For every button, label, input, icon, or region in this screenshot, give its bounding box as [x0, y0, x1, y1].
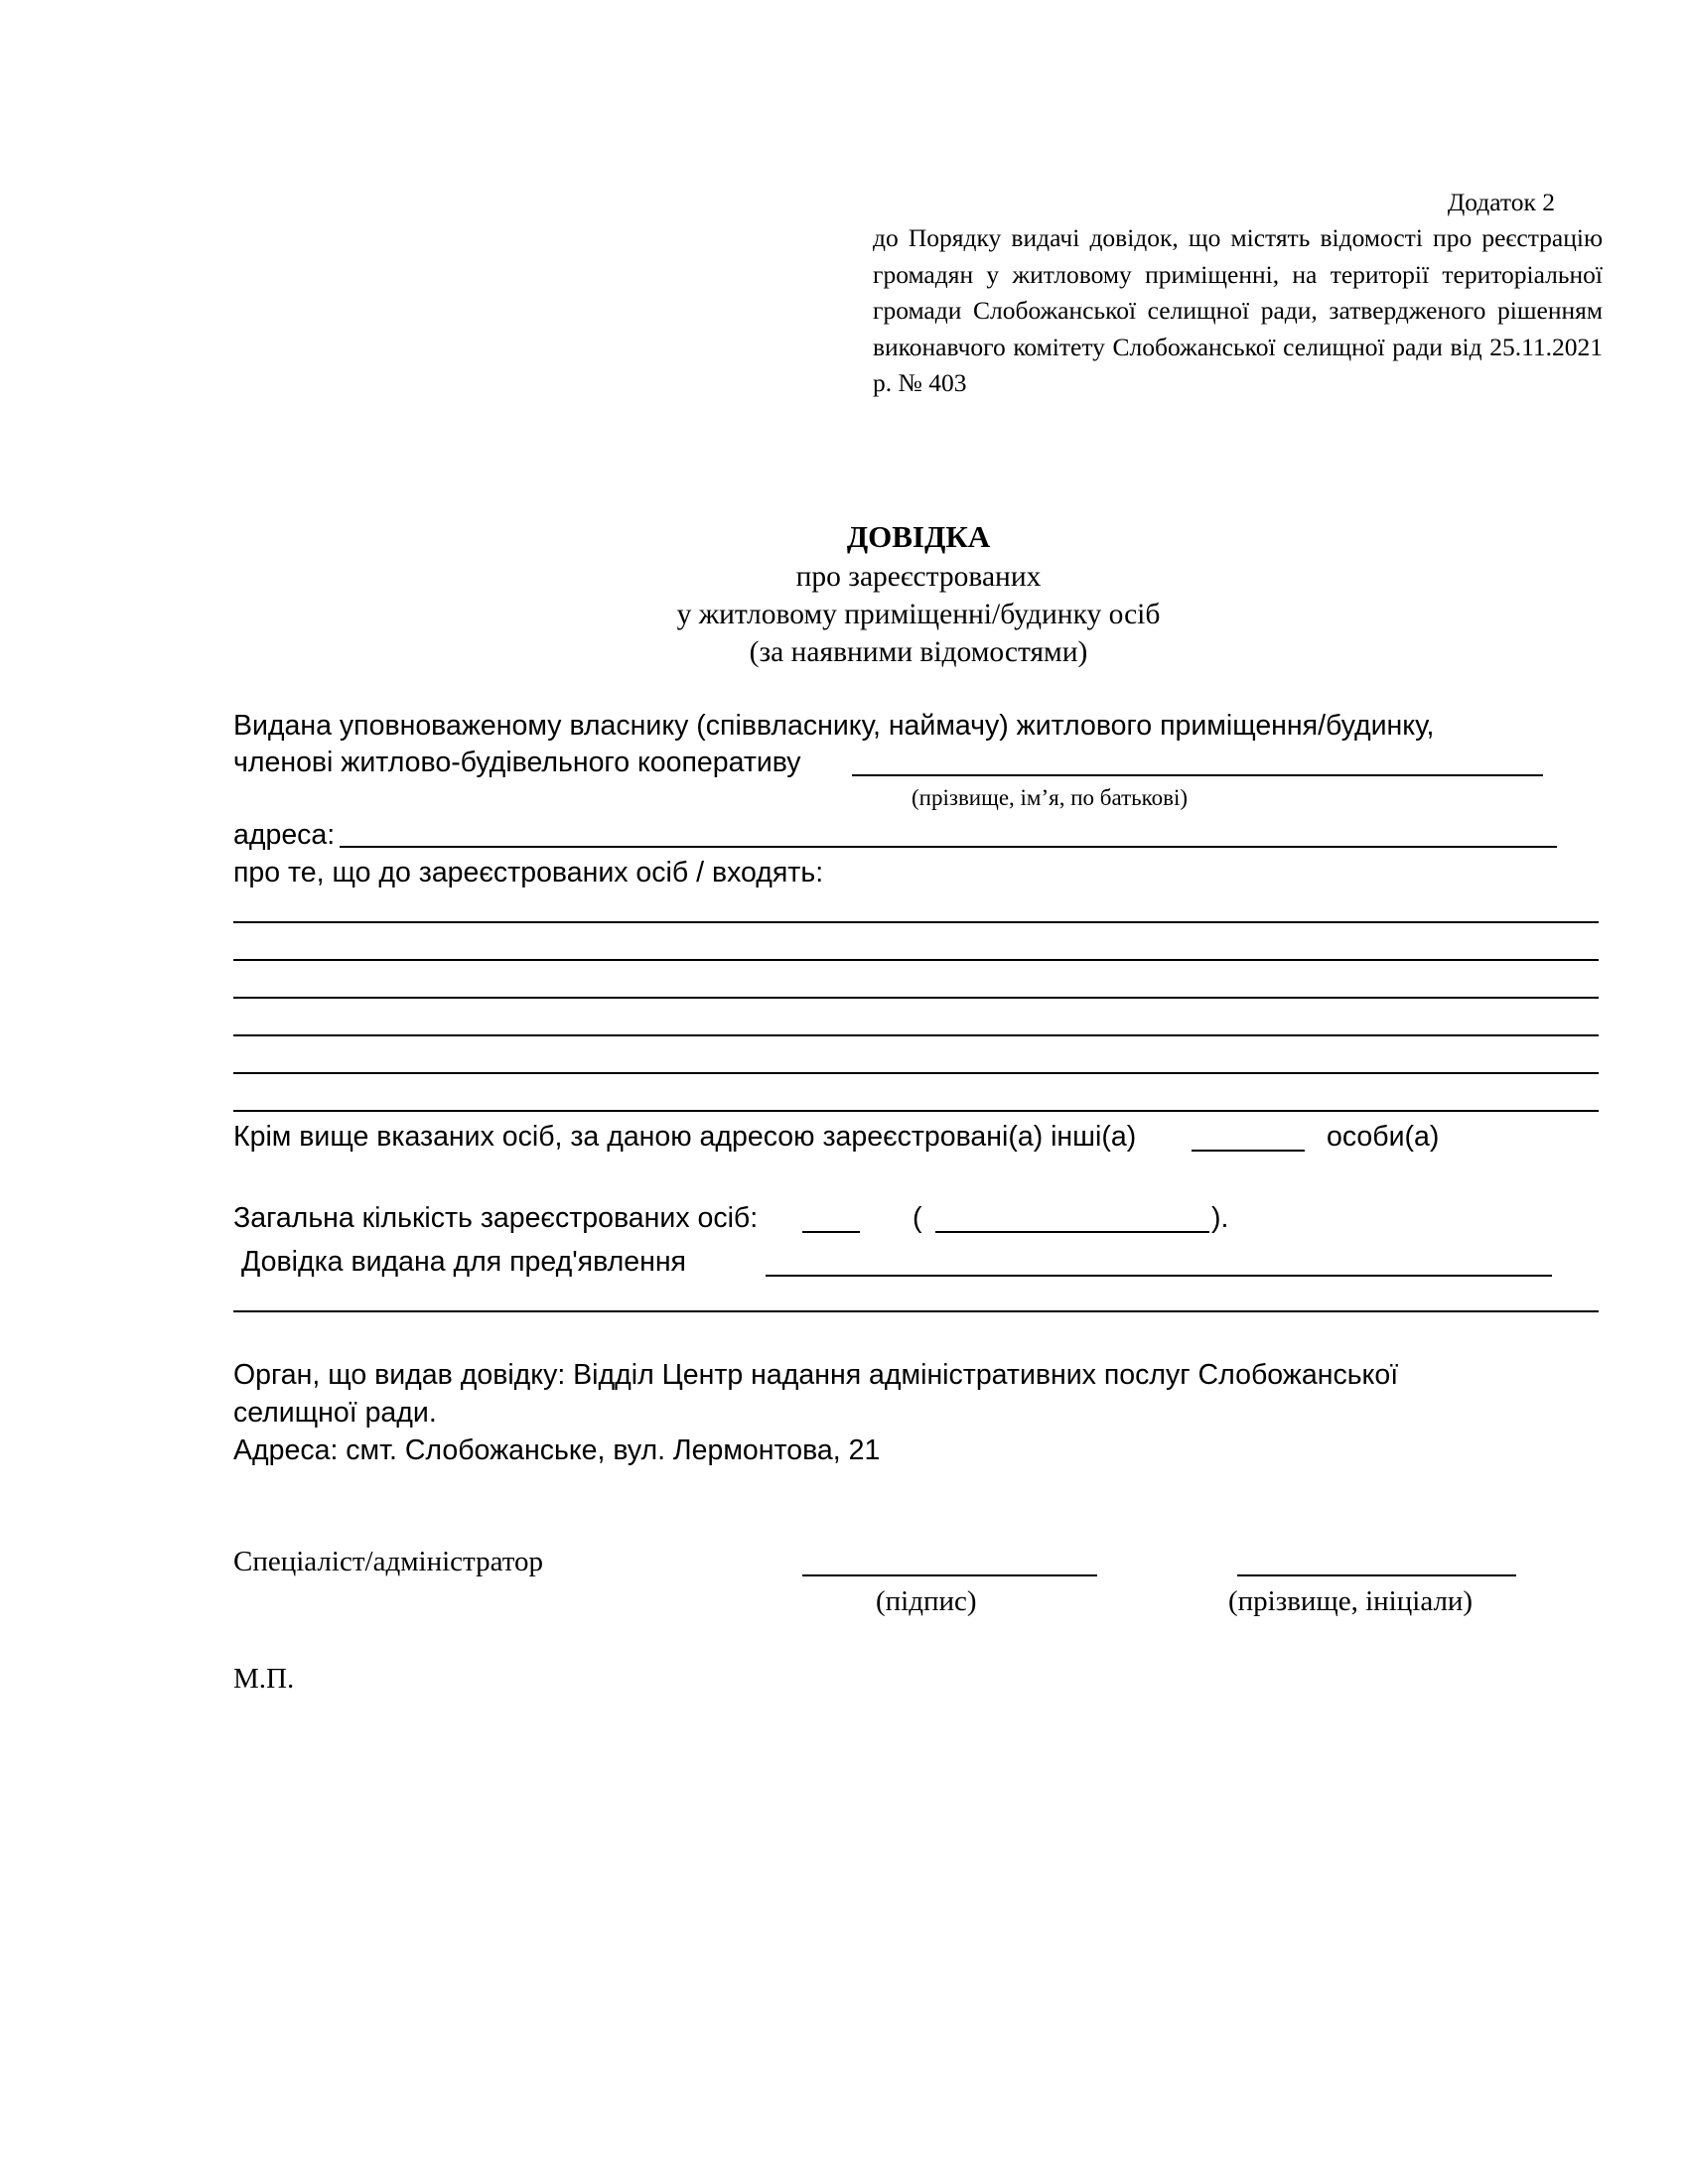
purpose-blank-2[interactable]	[233, 1310, 1599, 1312]
address-label: адреса:	[233, 819, 336, 851]
owner-name-blank[interactable]	[852, 774, 1543, 776]
other-persons-suffix: особи(а)	[1327, 1121, 1440, 1153]
persons-blank-1[interactable]	[233, 921, 1599, 923]
appendix-block	[873, 185, 1603, 402]
signature-hint: (підпис)	[876, 1585, 977, 1617]
authority-line-1: Орган, що видав довідку: Відділ Центр надання адміністративних послуг Слобожанської	[233, 1359, 1399, 1391]
total-words-blank[interactable]	[935, 1231, 1209, 1233]
address-blank[interactable]	[340, 846, 1557, 848]
signature-blank[interactable]	[802, 1574, 1097, 1576]
other-persons-blank[interactable]	[1192, 1150, 1305, 1152]
appendix-text: до Порядку видачі довідок, що містять відомості про реєстрацію громадян у житловому приміщенні, на території територіальної громади Слобожанської селищної ради, затвердженого рішенням виконавчого комітету Слобожанської селищної ради від 25.11.2021 р. № 403	[873, 223, 1603, 397]
signer-name-hint: (прізвище, ініціали)	[1228, 1585, 1474, 1617]
total-open-paren: (	[913, 1202, 922, 1234]
issued-line-1: Видана уповноваженому власнику (співвласнику, наймачу) житлового приміщення/будинку,	[233, 710, 1435, 742]
total-close-paren: ).	[1211, 1202, 1229, 1234]
appendix-label: Додаток 2	[1447, 188, 1555, 216]
other-persons-text: Крім вище вказаних осіб, за даною адресою зареєстровані(а) інші(а)	[233, 1121, 1137, 1153]
doc-title: ДОВІДКА	[846, 519, 991, 554]
persons-label: про те, що до зареєстрованих осіб / входять:	[233, 857, 824, 888]
doc-subtitle-3: (за наявними відомостями)	[749, 636, 1088, 668]
persons-blank-5[interactable]	[233, 1072, 1599, 1074]
total-label: Загальна кількість зареєстрованих осіб:	[233, 1202, 759, 1234]
name-hint: (прізвище, ім’я, по батькові)	[912, 785, 1189, 810]
persons-blank-6[interactable]	[233, 1110, 1599, 1112]
persons-blank-4[interactable]	[233, 1034, 1599, 1036]
purpose-label: Довідка видана для пред'явлення	[241, 1246, 686, 1278]
issued-line-2: членові житлово-будівельного кооперативу	[233, 747, 801, 778]
signature-role: Спеціаліст/адміністратор	[233, 1546, 543, 1577]
persons-blank-3[interactable]	[233, 997, 1599, 999]
doc-subtitle-1: про зареєстрованих	[795, 561, 1042, 593]
authority-address: Адреса: смт. Слобожанське, вул. Лермонтова, 21	[233, 1434, 881, 1466]
doc-subtitle-2: у житловому приміщенні/будинку осіб	[676, 599, 1161, 630]
purpose-blank-1[interactable]	[766, 1275, 1552, 1277]
authority-line-2: селищної ради.	[233, 1397, 437, 1429]
signer-name-blank[interactable]	[1237, 1574, 1516, 1576]
total-number-blank[interactable]	[802, 1231, 860, 1233]
persons-blank-2[interactable]	[233, 959, 1599, 961]
stamp-label: М.П.	[233, 1663, 295, 1695]
